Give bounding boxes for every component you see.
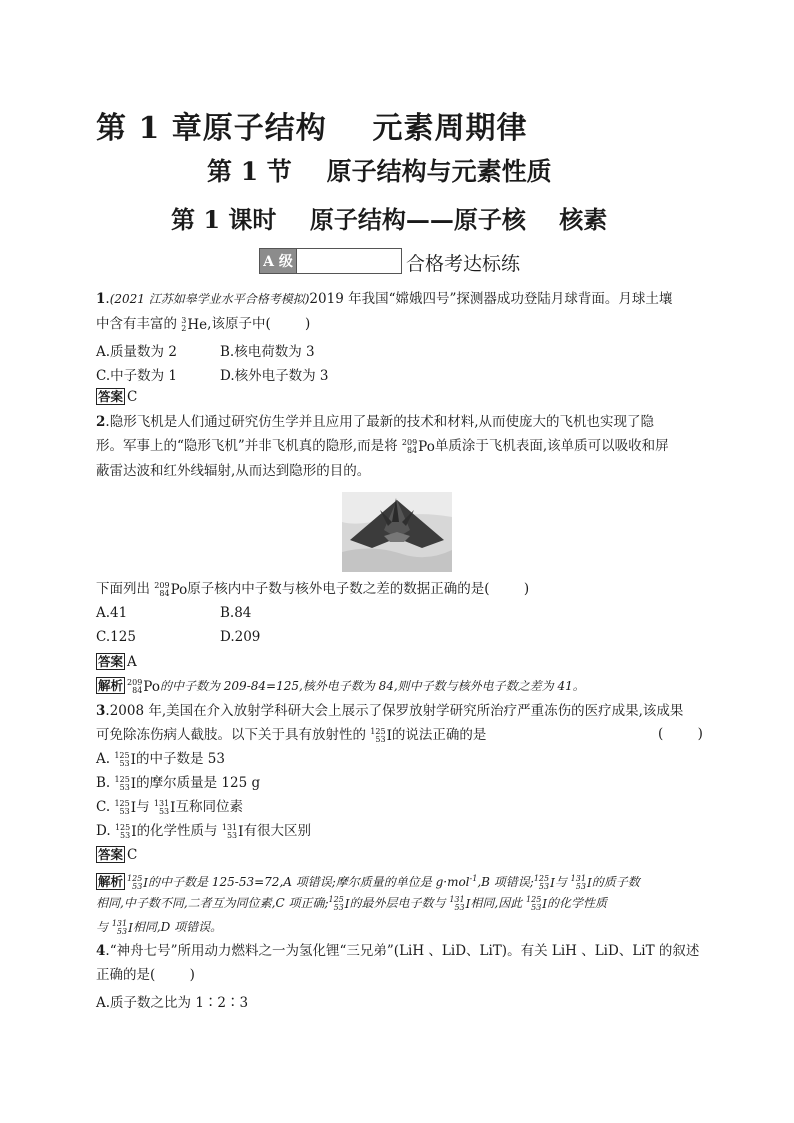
nuclide-i125	[328, 895, 349, 913]
q3-analysis-1b: ,B 项错误;	[477, 875, 534, 889]
q3-analysis-line1	[96, 870, 640, 892]
q3-option-d[interactable]	[96, 822, 311, 841]
q2-stem-1: .隐形飞机是人们通过研究仿生学并且应用了最新的技术和材料,从而使庞大的飞机也实现了隐	[105, 414, 654, 430]
q3-option-c[interactable]	[96, 798, 243, 817]
i131-mass: 131	[111, 918, 128, 928]
he-mass-number: 3	[181, 315, 187, 325]
q2-stem-4a: 下面列出	[96, 581, 155, 597]
po-mass-number: 209	[127, 677, 143, 687]
nuclide-i125	[115, 775, 137, 793]
nuclide-i125	[115, 823, 137, 841]
q1-number: 1	[96, 291, 106, 307]
i125-symbol: I	[386, 727, 392, 744]
q3-line1	[96, 702, 683, 720]
i131-mass: 131	[153, 798, 170, 808]
q3-option-a-letter: A.	[96, 751, 115, 767]
q1-line2	[96, 315, 310, 334]
i131-atomic: 53	[158, 806, 170, 816]
q1-dot: .	[105, 291, 110, 307]
q1-stem-2b: ,该原子中( )	[207, 316, 311, 332]
q3-analysis-1a: 的中子数是 125-53=72,A 项错误;摩尔质量的单位是 g·mol	[148, 875, 470, 889]
po-atomic-number: 84	[132, 685, 143, 695]
q2-stem-2b: 单质涂于飞机表面,该单质可以吸收和屏	[434, 438, 669, 454]
q4-option-a[interactable]: A.质子数之比为 1∶2∶3	[96, 995, 249, 1011]
q2-analysis-row	[96, 677, 585, 696]
q3-stem-2b: 的说法正确的是	[391, 727, 487, 743]
i131-atomic: 53	[454, 902, 465, 912]
q4-line2: 正确的是( )	[96, 967, 195, 983]
nuclide-po209-b	[154, 581, 187, 599]
i125-atomic: 53	[119, 758, 130, 768]
i125-symbol: I	[130, 775, 137, 792]
q3-option-a[interactable]	[96, 750, 225, 769]
level-banner	[259, 246, 520, 274]
i125-atomic: 53	[531, 902, 542, 912]
q3-option-d-text1: 的化学性质与	[136, 823, 222, 839]
po-atomic-number: 84	[406, 445, 418, 455]
q3-analysis-2c: 相同,因此	[470, 896, 527, 910]
nuclide-i125	[114, 799, 136, 817]
i125-symbol: I	[143, 875, 149, 890]
q3-answer: C	[127, 847, 138, 863]
q1-option-c[interactable]: C.中子数为 1	[96, 368, 178, 384]
i131-symbol: I	[586, 875, 592, 890]
q2-stem-2a: 形。军事上的“隐形飞机”并非飞机真的隐形,而是将	[96, 438, 402, 454]
nuclide-he3	[181, 316, 207, 334]
i125-symbol: I	[130, 799, 137, 816]
nuclide-po209-c	[127, 678, 160, 696]
q4-number: 4	[96, 943, 106, 959]
level-text: 合格考达标练	[406, 253, 521, 275]
q1-option-b[interactable]: B.核电荷数为 3	[220, 344, 315, 360]
q3-answer-paren: ( )	[658, 726, 703, 742]
i125-atomic: 53	[333, 902, 344, 912]
i125-atomic: 53	[120, 830, 131, 840]
i125-mass: 125	[127, 873, 143, 883]
i125-mass: 125	[114, 774, 130, 784]
answer-tag: 答案	[98, 847, 124, 862]
i131-atomic: 53	[575, 881, 586, 891]
nuclide-i125	[370, 727, 392, 745]
i125-mass: 125	[370, 726, 386, 736]
po-symbol: Po	[418, 438, 435, 455]
chapter-title: 第 1 章原子结构 元素周期律	[96, 111, 528, 146]
i125-mass: 125	[114, 750, 130, 760]
section-title: 第 1 节 原子结构与元素性质	[207, 157, 552, 186]
analysis-tag: 解析	[98, 874, 124, 889]
q2-answer: A	[127, 654, 137, 670]
level-blank-box	[297, 248, 402, 274]
q1-source: (2021 江苏如皋学业水平合格考模拟)	[109, 292, 310, 306]
q3-option-b-text: 的摩尔质量是 125 g	[136, 775, 261, 791]
he-symbol: He	[187, 316, 208, 333]
q3-option-c-letter: C.	[96, 799, 115, 815]
q3-analysis-1c: 与	[554, 875, 571, 889]
q3-analysis-3a: 与	[96, 920, 112, 934]
i125-mass: 125	[328, 894, 344, 904]
i131-mass: 131	[449, 894, 465, 904]
q3-analysis-1d: 的质子数	[591, 875, 640, 889]
q4-stem-1: .“神舟七号”所用动力燃料之一为氢化锂“三兄弟”(LiH 、LiD、LiT)。有关 LiH 、LiD、LiT 的叙述	[105, 943, 700, 959]
nuclide-i131	[571, 874, 592, 892]
i125-atomic: 53	[119, 806, 130, 816]
i125-symbol: I	[344, 896, 350, 911]
i131-symbol: I	[170, 799, 176, 816]
q2-line1	[96, 413, 654, 431]
nuclide-i131	[112, 919, 133, 937]
po-mass-number: 209	[401, 437, 418, 447]
q2-option-c[interactable]: C.125	[96, 629, 136, 645]
i125-symbol: I	[131, 823, 137, 840]
q3-stem-1: .2008 年,美国在介入放射学科研大会上展示了保罗放射学研究所治疗严重冻伤的医疗成果,该成果	[105, 703, 684, 719]
q1-line1	[96, 290, 672, 308]
po-mass-number: 209	[154, 580, 170, 590]
i125-mass: 125	[526, 894, 542, 904]
q3-analysis-2d: 的化学性质	[547, 896, 608, 910]
i131-mass: 131	[221, 822, 238, 832]
q2-answer-row	[96, 653, 137, 671]
q3-stem-2a: 可免除冻伤病人截肢。以下关于具有放射性的	[96, 727, 371, 743]
po-symbol: Po	[170, 581, 188, 598]
q3-analysis-2a: 相同,中子数不同,二者互为同位素,C 项正确;	[96, 896, 329, 910]
q1-option-a[interactable]: A.质量数为 2	[96, 344, 177, 360]
answer-tag: 答案	[98, 654, 124, 669]
q2-line2	[96, 437, 669, 456]
q1-answer: C	[127, 389, 138, 405]
he-atomic-number: 2	[181, 323, 187, 333]
i131-symbol: I	[238, 823, 244, 840]
nuclide-i125	[114, 751, 136, 769]
q3-analysis-3b: 相同,D 项错误。	[132, 920, 223, 934]
nuclide-i125	[534, 874, 555, 892]
i125-symbol: I	[550, 875, 555, 890]
q3-option-a-text: 的中子数是 53	[135, 751, 225, 767]
nuclide-i125	[526, 895, 547, 913]
analysis-tag: 解析	[98, 678, 124, 693]
i125-symbol: I	[130, 751, 136, 768]
i125-mass: 125	[533, 873, 550, 883]
i131-atomic: 53	[116, 926, 128, 936]
q3-number: 3	[96, 703, 106, 719]
q4-line1	[96, 942, 699, 960]
q3-option-b[interactable]	[96, 774, 260, 793]
q3-option-c-text1: 与	[136, 799, 154, 815]
i125-symbol: I	[542, 896, 548, 911]
i131-atomic: 53	[226, 830, 238, 840]
q2-option-d[interactable]: D.209	[220, 629, 261, 645]
level-badge: A 级	[259, 248, 297, 274]
q3-analysis-sup: -1	[469, 874, 478, 883]
q2-line3: 蔽雷达波和红外线辐射,从而达到隐形的目的。	[96, 463, 371, 479]
q1-option-d[interactable]: D.核外电子数为 3	[220, 368, 329, 384]
q2-stem-4b: 原子核内中子数与核外电子数之差的数据正确的是( )	[187, 581, 530, 597]
q3-option-d-text2: 有很大区别	[243, 823, 311, 839]
q1-answer-row	[96, 388, 137, 406]
answer-tag: 答案	[98, 389, 124, 404]
q2-analysis: 的中子数为 209-84=125,核外电子数为 84,则中子数与核外电子数之差为 41。	[159, 679, 585, 693]
stealth-plane-image	[342, 492, 452, 572]
q3-option-d-letter: D.	[96, 823, 115, 839]
i125-mass: 125	[114, 798, 130, 808]
q2-option-b[interactable]: B.84	[220, 605, 252, 621]
q3-option-b-letter: B.	[96, 775, 115, 791]
i125-mass: 125	[114, 822, 131, 832]
nuclide-po209	[402, 438, 435, 456]
lesson-title: 第 1 课时 原子结构——原子核 核素	[171, 205, 608, 234]
q2-number: 2	[96, 414, 106, 430]
i125-atomic: 53	[119, 782, 130, 792]
nuclide-i131	[154, 799, 176, 817]
i125-atomic: 53	[375, 734, 386, 744]
po-symbol: Po	[143, 678, 160, 695]
q1-stem-2a: 中含有丰富的	[96, 316, 182, 332]
q3-analysis-line3	[96, 918, 222, 937]
q2-option-a[interactable]: A.41	[96, 605, 128, 621]
q1-stem-1: 2019 年我国“嫦娥四号”探测器成功登陆月球背面。月球土壤	[309, 291, 673, 307]
i131-mass: 131	[570, 873, 586, 883]
q3-line2	[96, 726, 486, 745]
q3-answer-row	[96, 846, 137, 864]
q2-line4	[96, 580, 529, 599]
nuclide-i131	[222, 823, 244, 841]
q3-option-c-text2: 互称同位素	[175, 799, 243, 815]
i125-atomic: 53	[132, 881, 143, 891]
po-atomic-number: 84	[159, 588, 170, 598]
q3-analysis-line2	[96, 894, 607, 913]
i131-symbol: I	[128, 920, 133, 935]
i125-atomic: 53	[538, 881, 550, 891]
i131-symbol: I	[465, 896, 471, 911]
nuclide-i131	[449, 895, 470, 913]
nuclide-i125	[127, 874, 148, 892]
q3-analysis-2b: 的最外层电子数与	[349, 896, 450, 910]
